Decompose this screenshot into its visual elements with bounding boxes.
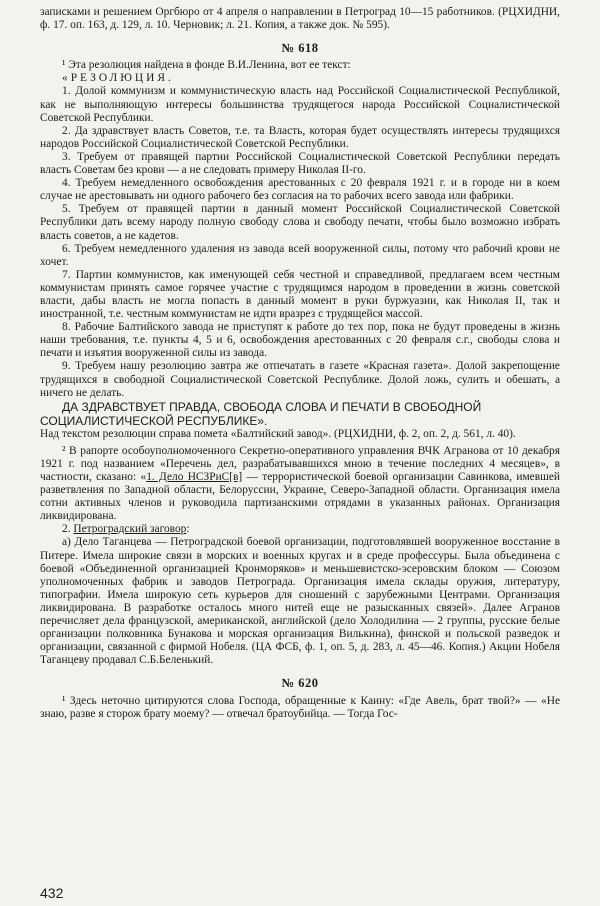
footnote-1-source: Над текстом резолюции справа помета «Балтийский завод». (РЦХИДНИ, ф. 2, оп. 2, д. 561, л. 40). <box>40 427 516 440</box>
footnote-2-tagantsev-case: а) Дело Таганцева — Петроградской боевой организации, подготовлявшей вооруженное восстание в Питере. Имела широкие связи в морских и военных кругах и в среде профессуры. Была объединена с боевой «Объединенной организацией Кронморяков» и меньшевистско-эсеровским блоком — Союзом уполномоченных фабрик и заводов Петрограда. Организация имела склады оружия, литературу, типографии. Имела широкую сеть курьеров для сношений с зарубежными Центрами. Организация ликвидирована. В разработке осталось много нитей еще не разысканных связей». Далее Агранов перечисляет дела французской, американской, английской (дело Холодилина — 2 группы, русские белые организации полковника Бунакова и морская организация Вилькина), финской и польской разведок и организации, связанной с фирмой Нобеля. (ЦА ФСБ, ф. 1, оп. 5, д. 283, л. 45—46. Копия.) Акции Нобеля Таганцеву продавал С.Б.Беленький. <box>40 536 560 667</box>
resolution-item: 7. Партии коммунистов, как именующей себя честной и справедливой, предлагаем всем честным коммунистам принять самое горячее участие с трудящимся народом в проведении в жизнь советской власти, дабы власть не могла попасть в данный момент в руки буржуазии, как Николая II, так и иностранной, т.е. честным коммунистам не идти вразрез с трудящейся массой. <box>40 268 560 321</box>
resolution-item: 6. Требуем немедленного удаления из завода всей вооруженной силы, потому что рабочий крови не хочет. <box>40 242 560 268</box>
resolution-item: 8. Рабочие Балтийского завода не приступят к работе до тех пор, пока не будут проведены в жизнь наши требования, т.е. пункты 4, 5 и 6, освобождения арестованных с 20 февраля с.г., свободы слова и печати и изъятия вооруженной силы из завода. <box>40 321 560 360</box>
section-heading-620: № 620 <box>281 676 319 691</box>
subheading-colon: : <box>186 523 190 536</box>
footnote-620-1: ¹ Здесь неточно цитируются слова Господа, обращенные к Каину: «Где Авель, брат твой?» — «Не знаю, разве я сторож брату моему? — отвечал братоубийца. — Тогда Гос- <box>40 694 560 720</box>
footnote-2 <box>40 445 560 524</box>
intro-paragraph: записками и решением Оргбюро от 4 апреля о направлении в Петроград 10—15 работников. (РЦХИДНИ, ф. 17. оп. 163, д. 129, л. 10. Черновик; л. 21. Копия, а также док. № 595). <box>40 6 560 32</box>
resolution-item: 1. Долой коммунизм и коммунистическую власть над Российской Социалистической Республикой, как не выполняющую интересы большинства трудящегося народа Российской Социалистической Советской Республики. <box>40 85 560 124</box>
page-number: 432 <box>40 884 64 901</box>
resolution-slogan: ДА ЗДРАВСТВУЕТ ПРАВДА, СВОБОДА СЛОВА И ПЕЧАТИ В СВОБОДНОЙ СОЦИАЛИСТИЧЕСКОЙ РЕСПУБЛИКЕ». <box>40 399 482 428</box>
resolution-items <box>40 85 560 399</box>
subheading-number: 2. <box>62 523 74 536</box>
resolution-item: 3. Требуем от правящей партии Российской Социалистической Советской Республики передать власть Советам без крови — а не следовать примеру Николая II-го. <box>40 150 560 177</box>
resolution-item: 5. Требуем от правящей партии в данный момент Российской Социалистической Советской Республики дать всему народу полную свободу слова и свободу печати, чтобы было возможно избрать власть советов, а не кадетов. <box>40 203 560 242</box>
resolution-item: 2. Да здравствует власть Советов, т.е. та Власть, которая будет осуществлять интересы трудящихся народов Российской Социалистической Советской Республики. <box>40 124 560 150</box>
resolution-item: 9. Требуем нашу резолюцию завтра же отпечатать в газете «Красная газета». Долой закрепощение трудящихся в свободной Социалистической Советской Республике. Долой ложь, сулить и обешать, а ничего не делать. <box>40 360 560 399</box>
footnote-2-text-end: — террористической боевой организации Савинкова, имевшей разветвления по Западной области, Белоруссии, Украине, Северо-Западной области. Организация имела сотни активных членов и руководила партизанскими отрядами в указанных районах. Организация ликвидирована. <box>40 471 561 523</box>
resolution-title: «РЕЗОЛЮЦИЯ. <box>62 72 174 85</box>
resolution-item: 4. Требуем немедленного освобождения арестованных с 20 февраля 1921 г. и в городе ни в коем случае не арестовывать ни одного рабочего без согласия на то рабочих всего завода или фабрики. <box>40 177 560 203</box>
section-heading-618: № 618 <box>281 41 319 56</box>
footnote-2-text-start: ² В рапорте особоуполномоченного Секретно-оперативного управления ВЧК Агранова от 10 декабря 1921 г. под названием «Перечень дел, разрабатывавшихся мною в течение последних 4 месяцев», в частности, сказано: « <box>40 444 560 483</box>
footnote-2-case-nszris: 1. Дело НСЗРиС[в] <box>146 471 243 483</box>
footnote-1-lead: ¹ Эта резолюция найдена в фонде В.И.Ленина, вот ее текст: <box>62 59 351 72</box>
footnote-2-subheading <box>40 523 560 536</box>
subheading-title: Петроградский заговор <box>73 523 187 536</box>
